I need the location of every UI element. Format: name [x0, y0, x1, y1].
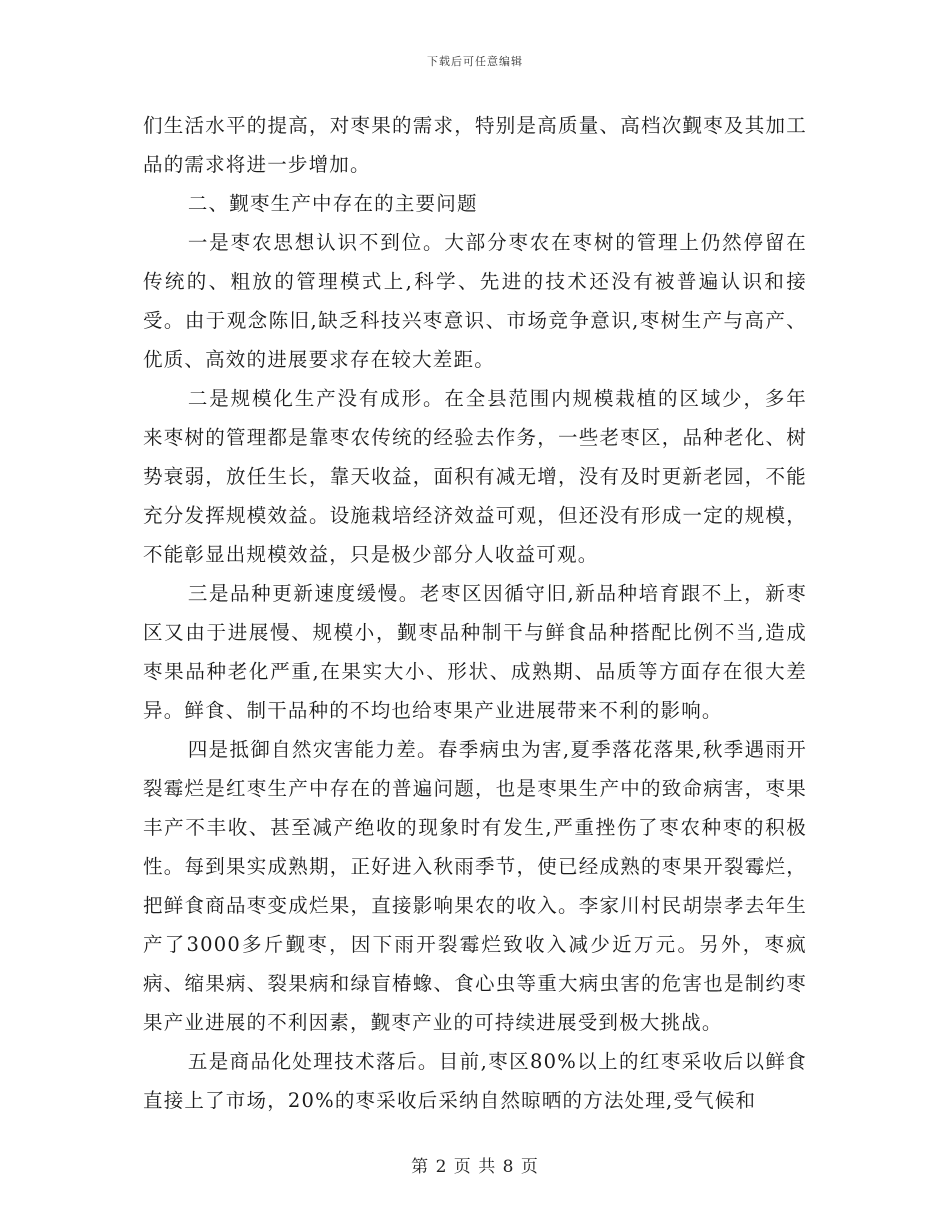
page-header: 下载后可任意编辑 — [427, 55, 523, 68]
paragraph-problem-4: 四是抵御自然灾害能力差。春季病虫为害,夏季落花落果,秋季遇雨开裂霉烂是红枣生产中存在的普遍问题，也是枣果生产中的致命病害，枣果丰产不丰收、甚至减产绝收的现象时有发生,严重挫伤了枣农种枣的积极性。每到果实成熟期，正好进入秋雨季节，使已经成熟的枣果开裂霉烂，把鲜食商品枣变成烂果，直接影响果农的收入。李家川村民胡崇孝去年生产了3000多斤觐枣，因下雨开裂霉烂致收入减少近万元。另外，枣疯病、缩果病、裂果病和绿盲椿蟓、食心虫等重大病虫害的危害也是制约枣果产业进展的不利因素，觐枣产业的可持续进展受到极大挑战。 — [143, 738, 807, 1034]
paragraph-problem-1: 一是枣农思想认识不到位。大部分枣农在枣树的管理上仍然停留在传统的、粗放的管理模式上,科学、先进的技术还没有被普遍认识和接受。由于观念陈旧,缺乏科技兴枣意识、市场竞争意识,枣树生产与高产、优质、高效的进展要求存在较大差距。 — [143, 231, 807, 371]
section-heading: 二、觐枣生产中存在的主要问题 — [187, 192, 478, 215]
paragraph-problem-5: 五是商品化处理技术落后。目前,枣区80%以上的红枣采收后以鲜食直接上了市场，20%的枣采收后采纳自然晾晒的方法处理,受气候和 — [143, 1050, 807, 1112]
paragraph-problem-2: 二是规模化生产没有成形。在全县范围内规模栽植的区域少，多年来枣树的管理都是靠枣农传统的经验去作务，一些老枣区，品种老化、树势衰弱，放任生长，靠天收益，面积有减无增，没有及时更新老园，不能充分发挥规模效益。设施栽培经济效益可观，但还没有形成一定的规模，不能彰显出规模效益，只是极少部分人收益可观。 — [143, 387, 807, 566]
page-number-footer: 第 2 页 共 8 页 — [411, 1157, 539, 1177]
paragraph-problem-3: 三是品种更新速度缓慢。老枣区因循守旧,新品种培育跟不上，新枣区又由于进展慢、规模小，觐枣品种制干与鲜食品种搭配比例不当,造成枣果品种老化严重,在果实大小、形状、成熟期、品质等方面存在很大差异。鲜食、制干品种的不均也给枣果产业进展带来不利的影响。 — [143, 582, 807, 722]
document-body — [143, 106, 807, 1120]
paragraph-continuation: 们生活水平的提高，对枣果的需求，特别是高质量、高档次觐枣及其加工品的需求将进一步增加。 — [143, 114, 807, 176]
